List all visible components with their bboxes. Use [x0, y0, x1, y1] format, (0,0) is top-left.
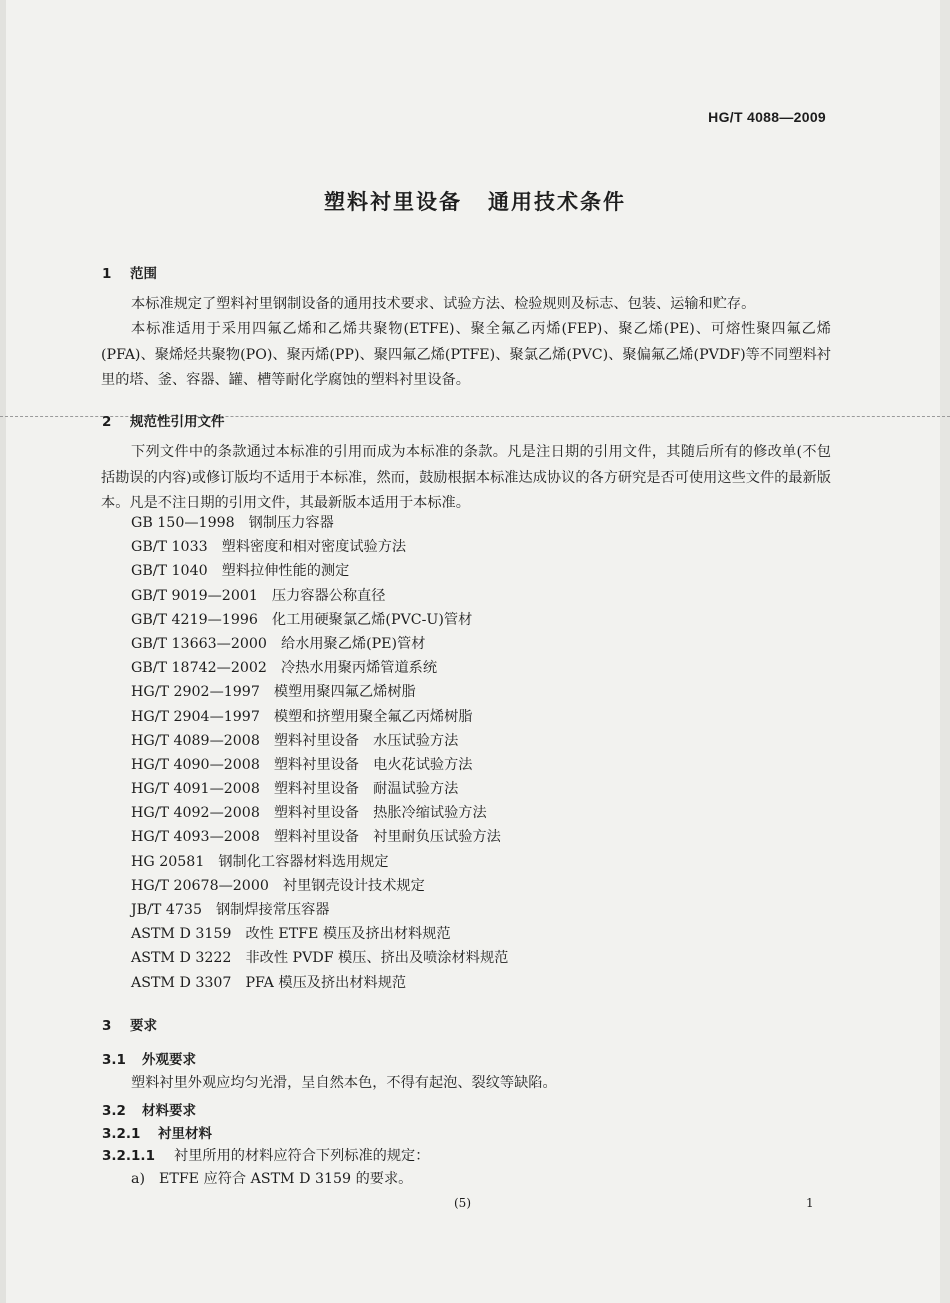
reference-title: 塑料拉伸性能的测定 [221, 563, 350, 580]
reference-title: PFA 模压及挤出材料规范 [245, 974, 407, 991]
reference-code: HG/T 4091—2008 [131, 781, 260, 798]
section-number: 3.1 [102, 1052, 126, 1068]
reference-title: 衬里钢壳设计技术规定 [282, 877, 425, 894]
reference-item [131, 705, 508, 729]
title-part-2: 通用技术条件 [488, 190, 626, 214]
reference-item [131, 584, 508, 608]
reference-code: HG/T 2904—1997 [131, 708, 260, 725]
reference-code: HG/T 4092—2008 [131, 805, 260, 822]
reference-item [131, 898, 508, 922]
section-3-1-heading [102, 1048, 196, 1068]
section-number: 3.2.1 [102, 1126, 141, 1142]
section-title: 材料要求 [142, 1103, 196, 1119]
section-3-2-heading [102, 1099, 196, 1119]
section-2-heading [102, 410, 225, 430]
reference-title: 塑料衬里设备 耐温试验方法 [273, 781, 459, 798]
section-title: 外观要求 [142, 1052, 196, 1068]
section-title: 规范性引用文件 [130, 414, 225, 430]
reference-code: HG/T 2902—1997 [131, 684, 260, 701]
section-1-para-2: 本标准适用于采用四氟乙烯和乙烯共聚物(ETFE)、聚全氟乙丙烯(FEP)、聚乙烯(PE)、可熔性聚四氟乙烯(PFA)、聚烯烃共聚物(PO)、聚丙烯(PP)、聚四氟乙烯(PTFE)、聚氯乙烯(PVC)、聚偏氟乙烯(PVDF)等不同塑料衬里的塔、釜、容器、罐、槽等耐化学腐蚀的塑料衬里设备。 [101, 321, 831, 388]
reference-item [131, 753, 508, 777]
reference-item [131, 511, 508, 535]
reference-item [131, 680, 508, 704]
standard-number: HG/T 4088—2009 [708, 109, 826, 125]
section-3-2-1-heading [102, 1122, 212, 1142]
reference-code: HG 20581 [131, 853, 205, 870]
reference-title: 化工用硬聚氯乙烯(PVC-U)管材 [271, 611, 473, 628]
center-page-number: (5) [454, 1196, 471, 1210]
reference-title: 塑料衬里设备 衬里耐负压试验方法 [273, 829, 501, 846]
document-title [0, 186, 950, 216]
reference-item [131, 922, 508, 946]
reference-item [131, 608, 508, 632]
reference-item [131, 801, 508, 825]
reference-code: ASTM D 3159 [131, 926, 232, 943]
section-2-intro: 下列文件中的条款通过本标准的引用而成为本标准的条款。凡是注日期的引用文件，其随后所有的修改单(不包括勘误的内容)或修订版均不适用于本标准，然而，鼓励根据本标准达成协议的各方研究是否可使用这些文件的最新版本。凡是不注日期的引用文件，其最新版本适用于本标准。 [101, 444, 831, 511]
reference-title: 钢制焊接常压容器 [215, 902, 330, 918]
reference-item [131, 535, 508, 559]
reference-code: GB/T 18742—2002 [131, 660, 267, 677]
reference-title: 给水用聚乙烯(PE)管材 [280, 635, 426, 652]
reference-code: GB/T 1033 [131, 539, 208, 556]
reference-item [131, 729, 508, 753]
reference-code: JB/T 4735 [131, 902, 202, 918]
section-number: 3 [102, 1018, 112, 1034]
reference-item [131, 971, 508, 995]
reference-title: 模塑和挤塑用聚全氟乙丙烯树脂 [273, 708, 473, 725]
section-number: 3.2 [102, 1103, 126, 1119]
reference-title: 模塑用聚四氟乙烯树脂 [273, 684, 416, 701]
reference-list [131, 511, 508, 995]
title-part-1: 塑料衬里设备 [324, 190, 462, 214]
reference-code: GB 150—1998 [131, 515, 235, 531]
reference-code: HG/T 4090—2008 [131, 756, 260, 773]
reference-title: 塑料密度和相对密度试验方法 [221, 539, 407, 556]
reference-code: ASTM D 3307 [131, 974, 232, 991]
section-title: 要求 [130, 1018, 157, 1034]
reference-title: 塑料衬里设备 水压试验方法 [273, 732, 459, 749]
reference-item [131, 825, 508, 849]
section-number: 2 [102, 414, 112, 430]
reference-item [131, 874, 508, 898]
reference-title: 钢制化工容器材料选用规定 [218, 853, 389, 870]
reference-code: GB/T 1040 [131, 563, 208, 580]
section-3-heading [102, 1014, 157, 1034]
section-1-para-1: 本标准规定了塑料衬里钢制设备的通用技术要求、试验方法、检验规则及标志、包装、运输和贮存。 [131, 296, 756, 312]
list-text: ETFE 应符合 ASTM D 3159 的要求。 [159, 1171, 413, 1187]
section-3-2-1-1 [102, 1145, 429, 1165]
section-number: 1 [102, 266, 112, 282]
section-title: 衬里材料 [158, 1126, 212, 1142]
reference-title: 冷热水用聚丙烯管道系统 [280, 660, 438, 677]
section-number: 3.2.1.1 [102, 1148, 155, 1164]
reference-title: 塑料衬里设备 电火花试验方法 [273, 756, 473, 773]
reference-code: HG/T 4089—2008 [131, 732, 260, 749]
reference-item [131, 632, 508, 656]
reference-title: 压力容器公称直径 [271, 587, 386, 604]
reference-item [131, 946, 508, 970]
reference-title: 改性 ETFE 模压及挤出材料规范 [245, 926, 451, 943]
reference-title: 塑料衬里设备 热胀冷缩试验方法 [273, 805, 487, 822]
list-marker: a) [131, 1171, 145, 1187]
reference-item [131, 559, 508, 583]
reference-title: 非改性 PVDF 模压、挤出及喷涂材料规范 [245, 950, 509, 967]
reference-code: GB/T 4219—1996 [131, 611, 258, 628]
section-3-1-text: 塑料衬里外观应均匀光滑，呈自然本色，不得有起泡、裂纹等缺陷。 [131, 1075, 557, 1091]
reference-code: GB/T 9019—2001 [131, 587, 258, 604]
section-title: 范围 [130, 266, 157, 282]
reference-item [131, 656, 508, 680]
reference-code: GB/T 13663—2000 [131, 635, 267, 652]
reference-item [131, 850, 508, 874]
section-text: 衬里所用的材料应符合下列标准的规定： [174, 1148, 430, 1164]
reference-code: HG/T 4093—2008 [131, 829, 260, 846]
section-1-heading [102, 262, 157, 282]
reference-item [131, 777, 508, 801]
reference-code: HG/T 20678—2000 [131, 877, 269, 894]
page-number: 1 [806, 1196, 814, 1210]
reference-code: ASTM D 3222 [131, 950, 232, 967]
list-item-a [131, 1168, 412, 1188]
reference-title: 钢制压力容器 [248, 515, 334, 531]
